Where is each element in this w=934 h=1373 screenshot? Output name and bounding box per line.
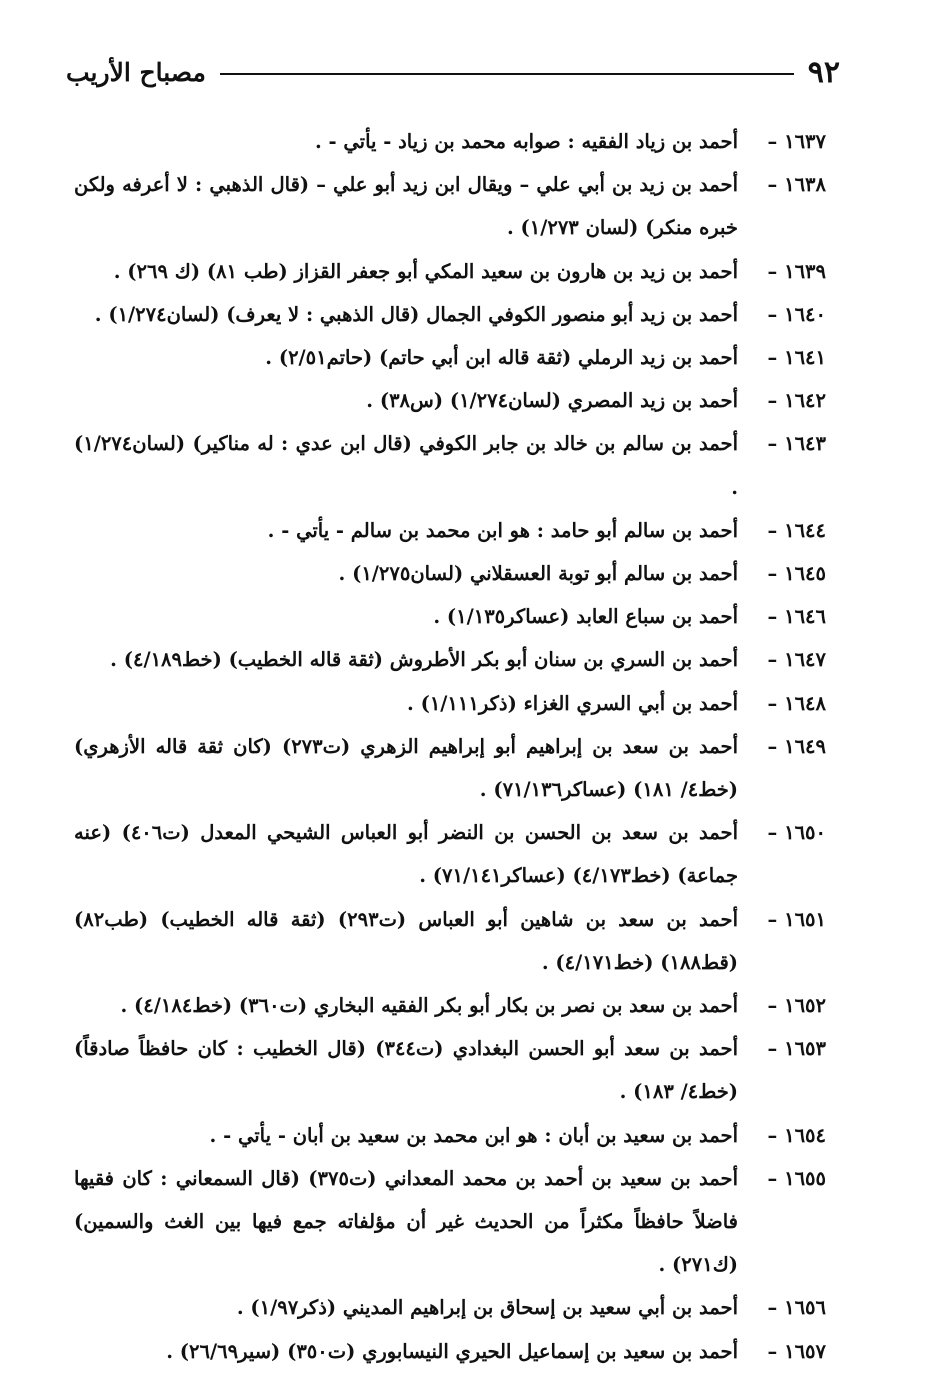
list-item	[74, 682, 826, 725]
entry-number: ١٦٥١ –	[767, 907, 826, 931]
entry-text: أحمد بن سالم بن خالد بن جابر الكوفي (قال ابن عدي : له مناكير) (لسان١/٢٧٤) .	[74, 432, 738, 499]
entry-text: أحمد بن سعد بن نصر بن بكار أبو بكر الفقيه البخاري (ت٣٦٠) (خط٤/١٨٤) .	[120, 994, 738, 1018]
book-title: مصباح الأريب	[66, 57, 206, 87]
page-header	[66, 52, 840, 92]
list-item	[74, 1114, 826, 1157]
entry-text: أحمد بن سعيد بن أحمد بن محمد المعداني (ت٣٧٥) (قال السمعاني : كان فقيها فاضلاً حافظاً مكثراً من الحديث غير أن مؤلفاته جمع فيها بين الغث والسمين) (ك٢٧١) .	[74, 1166, 738, 1277]
list-item	[74, 379, 826, 422]
list-item	[74, 422, 826, 508]
list-item	[74, 1286, 826, 1329]
entry-text: أحمد بن سعد بن الحسن بن النضر أبو العباس الشيحي المعدل (ت٤٠٦) (عنه جماعة) (خط٤/١٧٣) (عساكر٧١/١٤١) .	[74, 821, 739, 888]
entry-text: أحمد بن زياد الفقيه : صوابه محمد بن زياد - يأتي - .	[314, 130, 738, 153]
list-item	[74, 336, 826, 379]
entry-number: ١٦٥٤ –	[767, 1123, 826, 1147]
entry-number: ١٦٤٠ –	[767, 302, 826, 326]
list-item	[74, 163, 826, 249]
entry-number: ١٦٤٢ –	[767, 389, 826, 413]
entry-text: أحمد بن زيد المصري (لسان١/٢٧٤) (س٣٨) .	[366, 389, 738, 413]
entry-number: ١٦٤٥ –	[767, 562, 826, 586]
list-item	[74, 293, 826, 336]
entry-text: أحمد بن أبي السري الغزاء (ذكر١/١١١) .	[407, 691, 738, 715]
entry-number: ١٦٥٧ –	[767, 1339, 826, 1363]
entry-text: أحمد بن سعد أبو الحسن البغدادي (ت٣٤٤) (قال الخطيب : كان حافظاً صادقاً) (خط٤/ ١٨٣) .	[74, 1037, 738, 1104]
entry-number: ١٦٥٣ –	[767, 1037, 826, 1061]
list-item	[74, 811, 826, 897]
entry-number: ١٦٥٢ –	[767, 994, 826, 1018]
entry-number: ١٦٥٥ –	[767, 1166, 826, 1190]
entry-number: ١٦٤٧ –	[767, 648, 826, 672]
entry-number: ١٦٤١ –	[767, 346, 826, 370]
list-item	[74, 725, 826, 811]
entry-text: أحمد بن سالم أبو توبة العسقلاني (لسان١/٢٧٥) .	[338, 562, 738, 586]
entry-text: أحمد بن سعيد بن أبان : هو ابن محمد بن سعيد بن أبان - يأتي - .	[209, 1123, 738, 1147]
entry-text: أحمد بن زيد الرملي (ثقة قاله ابن أبي حاتم) (حاتم٢/٥١) .	[265, 346, 738, 370]
entry-number: ١٦٥٠ –	[767, 821, 826, 845]
entry-text: أحمد بن سباع العابد (عساكر١/١٣٥) .	[433, 605, 738, 629]
list-item	[74, 1157, 826, 1287]
entry-text: أحمد بن أبي سعيد بن إسحاق بن إبراهيم المديني (ذكر١/٩٧) .	[236, 1296, 738, 1320]
list-item	[74, 638, 826, 681]
entry-number: ١٦٤٤ –	[767, 518, 826, 542]
entry-number: ١٦٤٩ –	[767, 734, 826, 758]
entry-text: أحمد بن زيد أبو منصور الكوفي الجمال (قال الذهبي : لا يعرف) (لسان١/٢٧٤) .	[94, 302, 738, 326]
entry-number: ١٦٣٩ –	[767, 259, 826, 283]
list-item	[74, 898, 826, 984]
list-item	[74, 984, 826, 1027]
entry-number: ١٦٤٣ –	[767, 432, 826, 456]
entry-text: أحمد بن السري بن سنان أبو بكر الأطروش (ثقة قاله الخطيب) (خط٤/١٨٩) .	[110, 648, 738, 672]
list-item	[74, 1027, 826, 1113]
entry-text: أحمد بن سعد بن شاهين أبو العباس (ت٢٩٣) (ثقة قاله الخطيب) (طب٨٢) (قط١٨٨) (خط٤/١٧١) .	[74, 907, 739, 974]
list-item	[74, 120, 826, 163]
entry-text: أحمد بن سعيد بن إسماعيل الحيري النيسابوري (ت٣٥٠) (سير٢٦/٦٩) .	[166, 1339, 738, 1363]
entry-text: أحمد بن سالم أبو حامد : هو ابن محمد بن سالم - يأتي - .	[267, 518, 738, 542]
list-item	[74, 250, 826, 293]
header-rule	[220, 73, 794, 75]
entry-number: ١٦٤٨ –	[767, 691, 826, 715]
entry-number: ١٦٣٨ –	[767, 173, 826, 197]
list-item	[74, 509, 826, 552]
list-item	[74, 595, 826, 638]
entry-number: ١٦٣٧ –	[767, 130, 826, 153]
entries-list	[74, 120, 826, 1373]
entry-text: أحمد بن زيد بن أبي علي – ويقال ابن زيد أبو علي – (قال الذهبي : لا أعرفه ولكن خبره منكر) (لسان ١/٢٧٣) .	[74, 173, 738, 240]
entry-number: ١٦٤٦ –	[767, 605, 826, 629]
list-item	[74, 1330, 826, 1373]
entry-text: أحمد بن سعد بن إبراهيم أبو إبراهيم الزهري (ت٢٧٣) (كان ثقة قاله الأزهري) (خط٤/ ١٨١) (عساكر٧١/١٣٦) .	[74, 734, 739, 802]
entry-text: أحمد بن زيد بن هارون بن سعيد المكي أبو جعفر القزاز (طب ٨١) (ك ٢٦٩) .	[113, 259, 738, 283]
list-item	[74, 552, 826, 595]
entry-number: ١٦٥٦ –	[767, 1296, 826, 1320]
page-number: ٩٢	[807, 54, 840, 90]
